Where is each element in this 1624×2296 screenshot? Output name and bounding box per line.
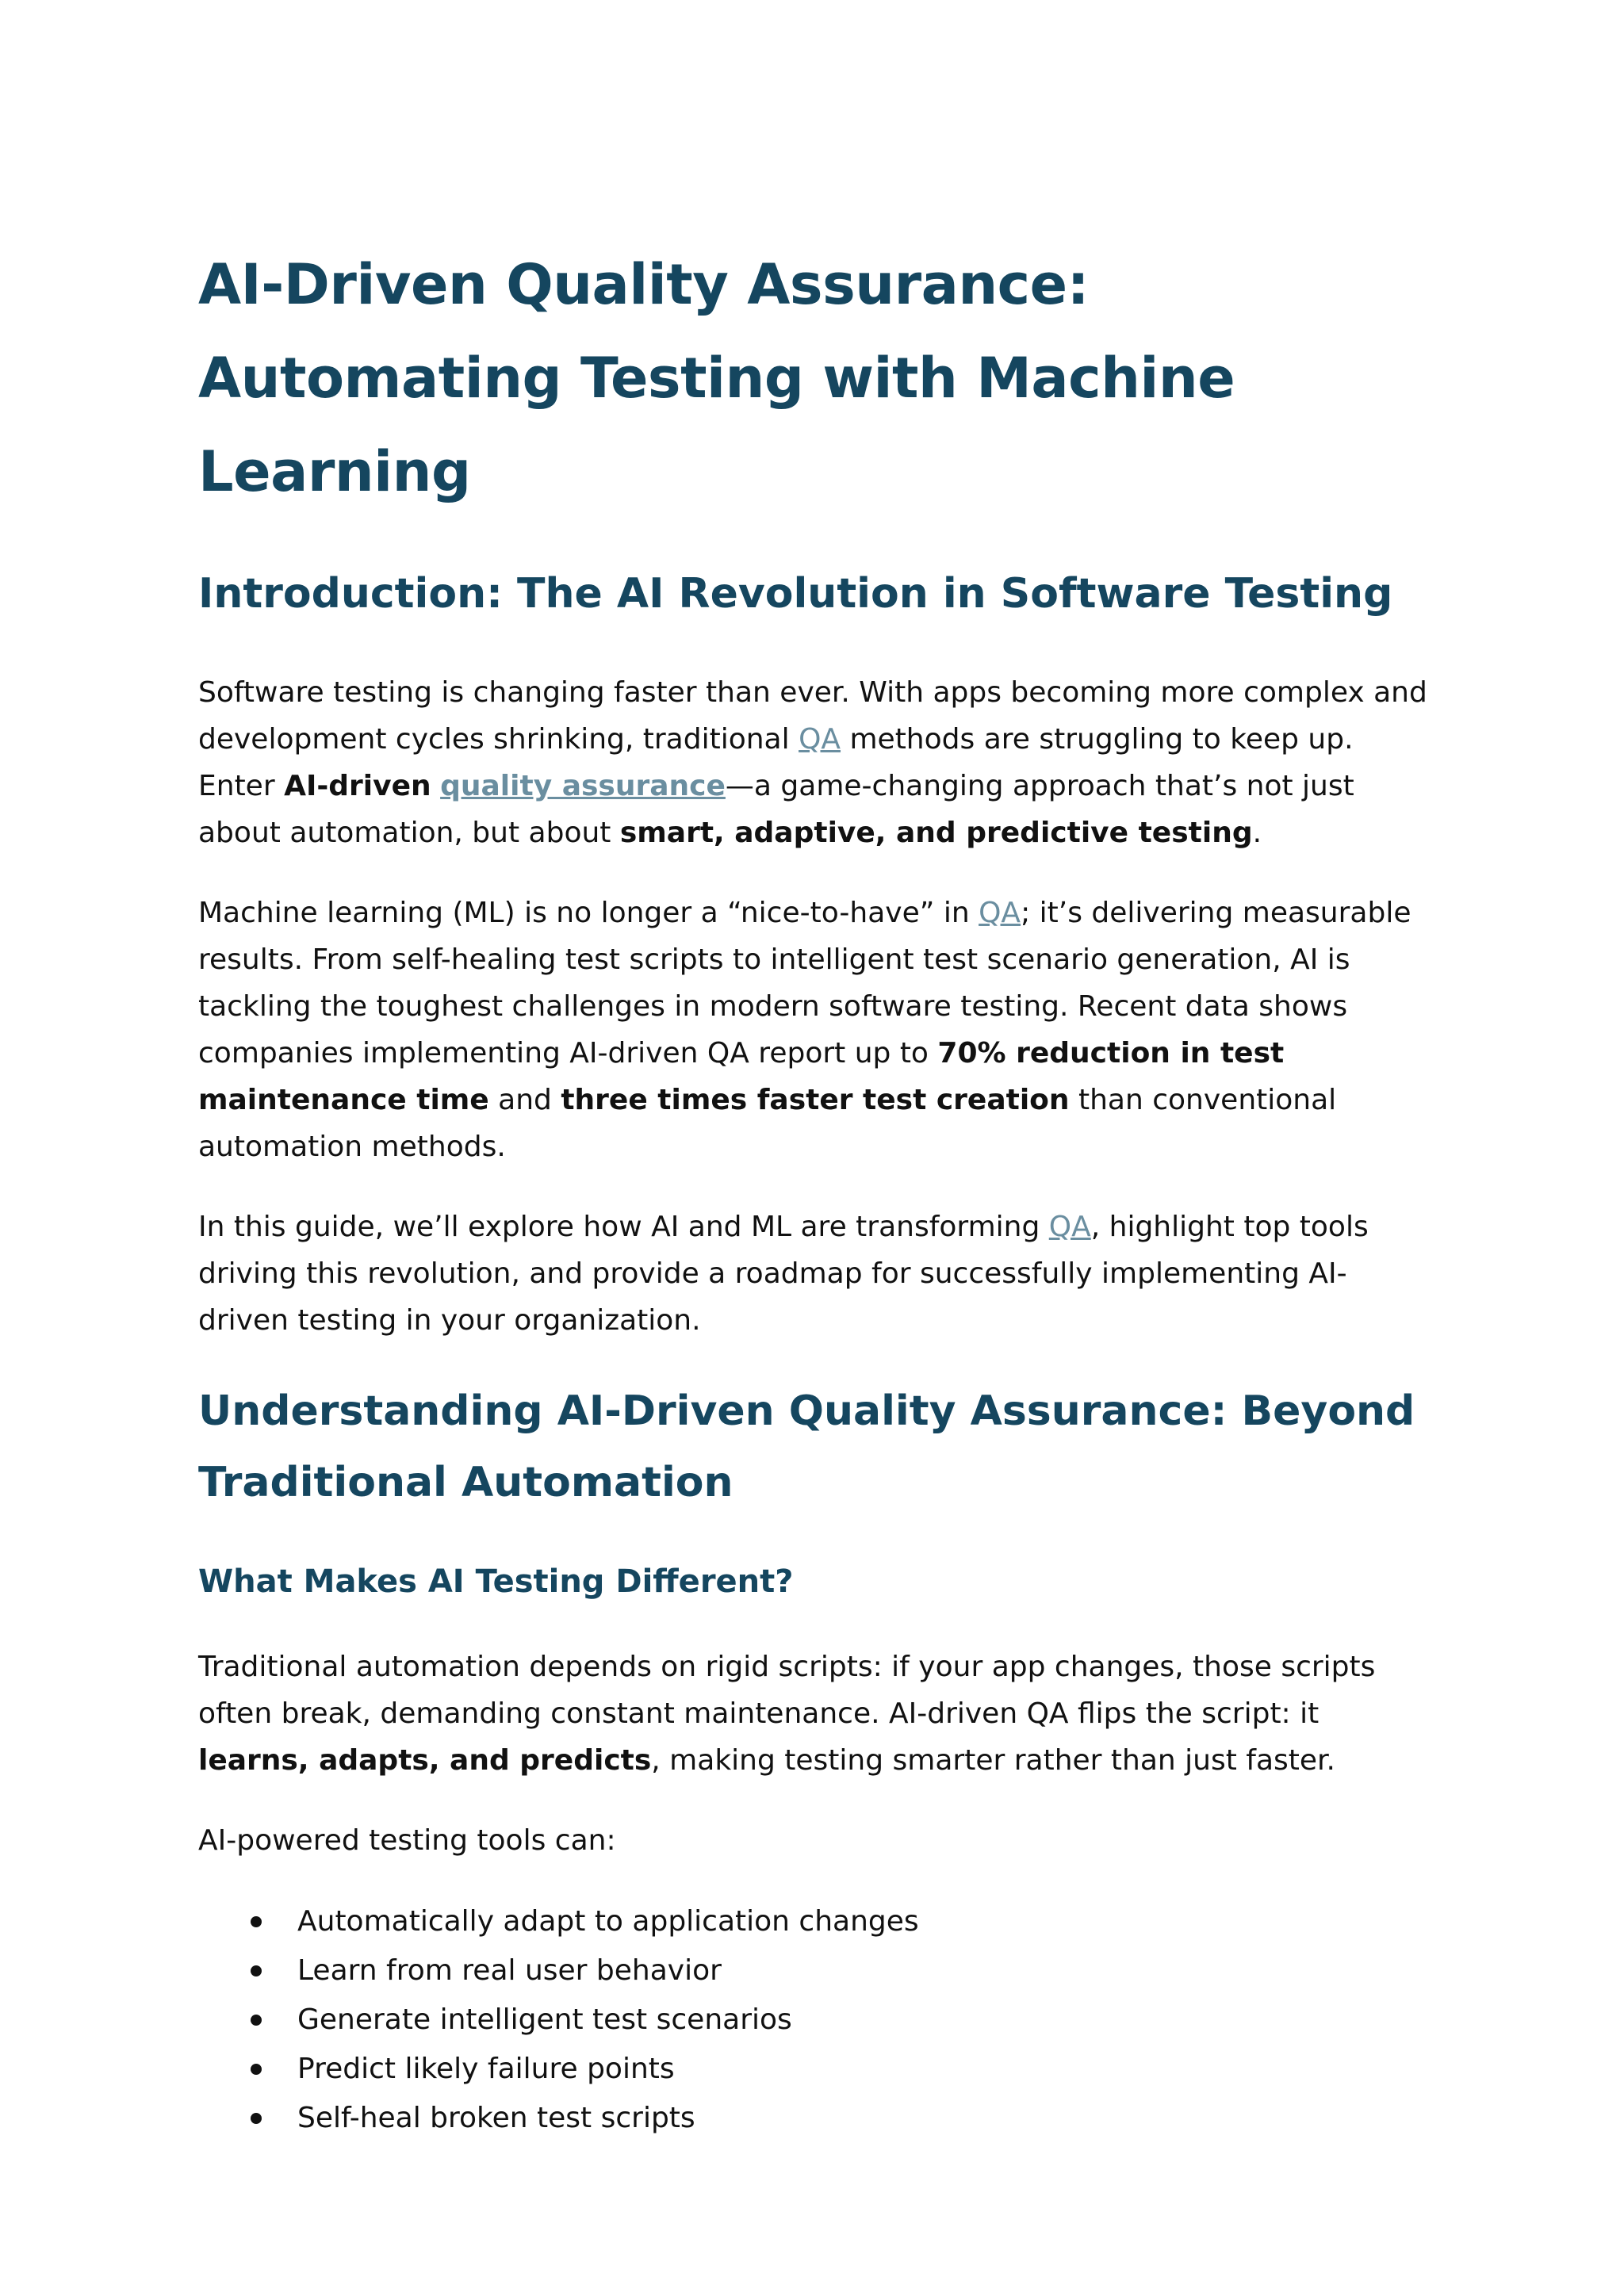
- list-item: Automatically adapt to application changes: [198, 1897, 1435, 1946]
- bullet-icon: [251, 1916, 262, 1927]
- qa-link[interactable]: QA: [979, 897, 1021, 929]
- quality-assurance-link[interactable]: quality assurance: [440, 770, 726, 802]
- capabilities-list: [198, 1897, 1435, 2143]
- bullet-icon: [251, 2113, 262, 2124]
- qa-link[interactable]: QA: [799, 723, 841, 756]
- understanding-paragraph-1: Traditional automation depends on rigid scripts: if your app changes, those scripts often break, demanding constant maintenance. AI-driven QA flips the script: it learns, adapts, and predicts, making testing smarter rather than just faster.: [198, 1651, 1376, 1777]
- document-page: [198, 238, 1435, 2143]
- intro-heading: Introduction: The AI Revolution in Software Testing: [198, 570, 1393, 618]
- bullet-icon: [251, 2064, 262, 2075]
- list-item: Generate intelligent test scenarios: [198, 1996, 1435, 2045]
- bullet-icon: [251, 2015, 262, 2026]
- understanding-heading: Understanding AI-Driven Quality Assurance: Beyond Traditional Automation: [198, 1387, 1415, 1506]
- bullet-icon: [251, 1965, 262, 1976]
- understanding-paragraph-2: AI-powered testing tools can:: [198, 1824, 616, 1857]
- intro-paragraph-3: In this guide, we’ll explore how AI and ML are transforming QA, highlight top tools driving this revolution, and provide a roadmap for successfully implementing AI-driven testing in your organization.: [198, 1211, 1369, 1337]
- list-item: Self-heal broken test scripts: [198, 2094, 1435, 2143]
- list-item: Predict likely failure points: [198, 2045, 1435, 2094]
- list-item: Learn from real user behavior: [198, 1946, 1435, 1996]
- intro-paragraph-1: Software testing is changing faster than ever. With apps becoming more complex and development cycles shrinking, traditional QA methods are struggling to keep up. Enter AI-driven quality assurance—a game-changing approach that’s not just about automation, but about smart, adaptive, and predictive testing.: [198, 676, 1427, 849]
- document-title: AI-Driven Quality Assurance: Automating Testing with Machine Learning: [198, 252, 1235, 504]
- qa-link[interactable]: QA: [1048, 1211, 1091, 1243]
- what-makes-ai-different-heading: What Makes AI Testing Different?: [198, 1563, 794, 1600]
- intro-paragraph-2: Machine learning (ML) is no longer a “nice-to-have” in QA; it’s delivering measurable results. From self-healing test scripts to intelligent test scenario generation, AI is tackling the toughest challenges in modern software testing. Recent data shows companies implementing AI-driven QA report up to 70% reduction in test maintenance time and three times faster test creation than conventional automation methods.: [198, 897, 1411, 1163]
